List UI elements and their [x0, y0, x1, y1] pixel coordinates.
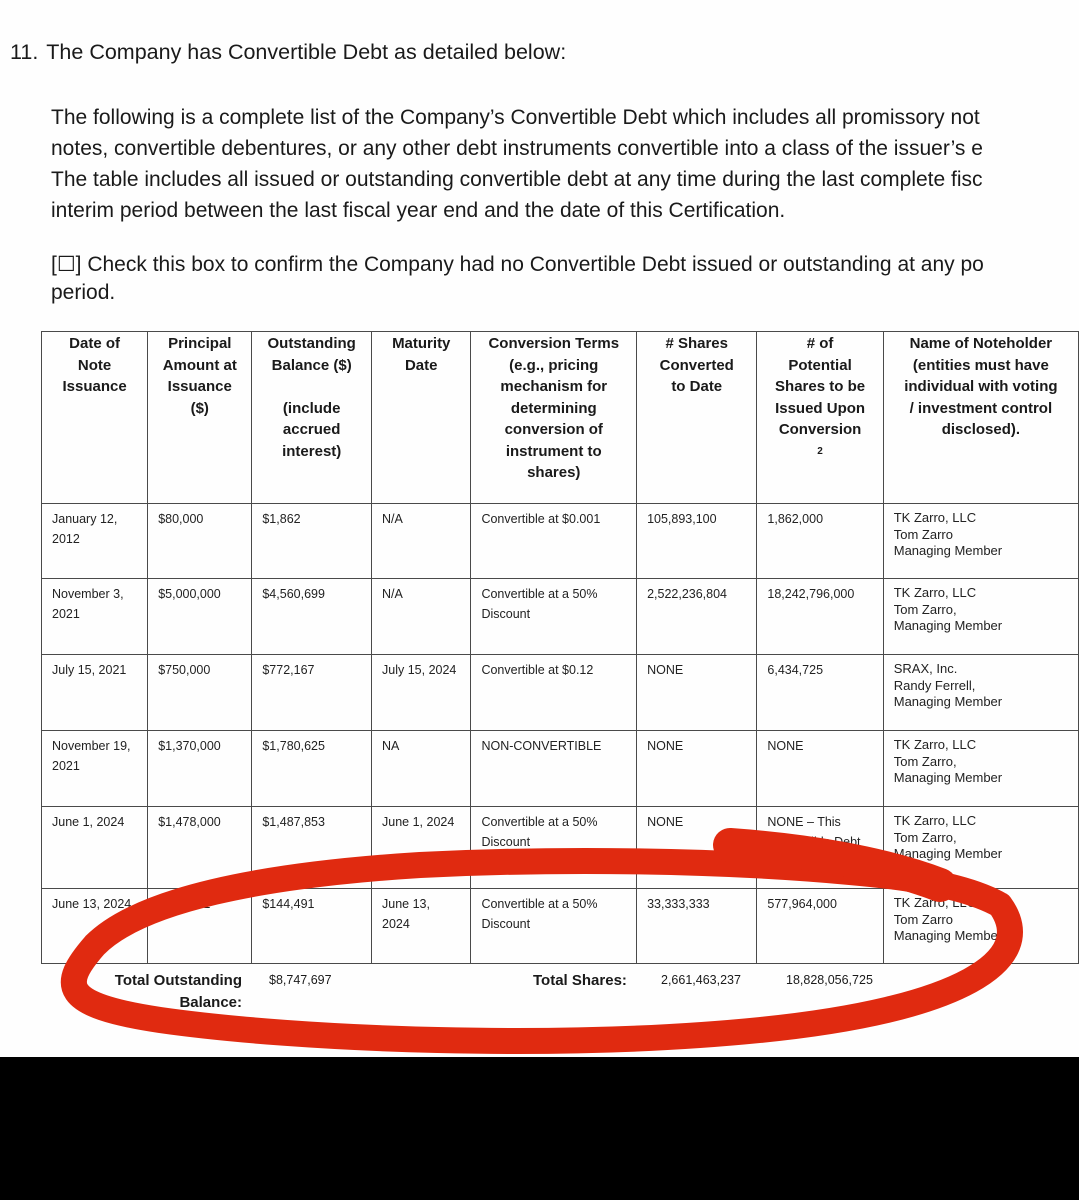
total-shares-converted: 2,661,463,237 [661, 973, 741, 987]
converted-cell: NONE [637, 807, 757, 889]
noteholder-cell: SRAX, Inc. Randy Ferrell, Managing Member [883, 655, 1078, 731]
issuance-date-cell: June 1, 2024 [42, 807, 148, 889]
no-debt-confirmation [51, 251, 984, 307]
paragraph-line: interim period between the last fiscal year end and the date of this Certification. [51, 199, 786, 222]
balance-cell: $1,780,625 [252, 731, 372, 807]
total-shares-label: Total Shares: [533, 972, 627, 989]
noteholder-cell: TK Zarro, LLC Tom Zarro, Managing Member [883, 807, 1078, 889]
converted-cell: NONE [637, 731, 757, 807]
maturity-cell: N/A [372, 504, 471, 579]
noteholder-cell: TK Zarro, LLC Tom Zarro, Managing Member [883, 731, 1078, 807]
converted-cell: NONE [637, 655, 757, 731]
balance-cell: $1,862 [252, 504, 372, 579]
terms-cell: Convertible at a 50% Discount [471, 889, 637, 964]
issuance-date-cell: November 19, 2021 [42, 731, 148, 807]
maturity-cell: June 13, 2024 [372, 889, 471, 964]
balance-cell: $1,487,853 [252, 807, 372, 889]
header-potential-shares: # of Potential Shares to be Issued Upon Conversion $^2$ [757, 332, 883, 504]
description-paragraph [51, 102, 983, 226]
header-noteholder-name: Name of Noteholder (entities must have individual with voting / investment control disclosed). [883, 332, 1078, 504]
issuance-date-cell: January 12, 2012 [42, 504, 148, 579]
issuance-date-cell: November 3, 2021 [42, 579, 148, 655]
terms-cell: Convertible at $0.12 [471, 655, 637, 731]
principal-cell: $1,370,000 [148, 731, 252, 807]
section-title: The Company has Convertible Debt as detailed below: [46, 40, 567, 64]
noteholder-cell: TK Zarro, LLC Tom Zarro Managing Member [883, 889, 1078, 964]
footnote-marker: 2 [817, 445, 823, 457]
maturity-cell: NA [372, 731, 471, 807]
table-row [42, 731, 1079, 807]
principal-cell: $750,000 [148, 655, 252, 731]
potential-cell: 18,242,796,000 [757, 579, 883, 655]
redaction-bar [0, 1057, 1079, 1200]
terms-cell: Convertible at $0.001 [471, 504, 637, 579]
converted-cell: 2,522,236,804 [637, 579, 757, 655]
maturity-cell: July 15, 2024 [372, 655, 471, 731]
header-date-of-issuance: Date of Note Issuance [42, 332, 148, 504]
potential-cell: NONE – This Convertible Debt [757, 807, 883, 889]
principal-cell: $194,491 [148, 889, 252, 964]
principal-cell: $5,000,000 [148, 579, 252, 655]
header-maturity-date: Maturity Date [372, 332, 471, 504]
convertible-debt-table [41, 331, 1079, 964]
table-row [42, 889, 1079, 964]
noteholder-cell: TK Zarro, LLC Tom Zarro Managing Member [883, 504, 1078, 579]
checkbox-label: Check this box to confirm the Company had no Convertible Debt issued or outstanding at any po [81, 253, 984, 276]
balance-cell: $4,560,699 [252, 579, 372, 655]
principal-cell: $1,478,000 [148, 807, 252, 889]
paragraph-line: notes, convertible debentures, or any other debt instruments convertible into a class of the issuer’s e [51, 137, 983, 160]
balance-cell: $772,167 [252, 655, 372, 731]
maturity-cell: June 1, 2024 [372, 807, 471, 889]
issuance-date-cell: July 15, 2021 [42, 655, 148, 731]
table-row [42, 504, 1079, 579]
table-row [42, 579, 1079, 655]
potential-cell: 577,964,000 [757, 889, 883, 964]
total-shares-potential: 18,828,056,725 [786, 973, 873, 987]
paragraph-line: The table includes all issued or outstanding convertible debt at any time during the last complete fisc [51, 168, 983, 191]
header-conversion-terms: Conversion Terms (e.g., pricing mechanism for determining conversion of instrument to shares) [471, 332, 637, 504]
noteholder-cell: TK Zarro, LLC Tom Zarro, Managing Member [883, 579, 1078, 655]
header-principal-amount: Principal Amount at Issuance ($) [148, 332, 252, 504]
terms-cell: Convertible at a 50% Discount [471, 807, 637, 889]
potential-cell: 6,434,725 [757, 655, 883, 731]
checkbox-label-continued: period. [51, 281, 116, 304]
total-balance-value: $8,747,697 [269, 973, 332, 987]
potential-cell: NONE [757, 731, 883, 807]
converted-cell: 33,333,333 [637, 889, 757, 964]
issuance-date-cell: June 13, 2024 [42, 889, 148, 964]
table-row [42, 807, 1079, 889]
checkbox-icon[interactable]: [☐] [51, 253, 82, 276]
section-number: 11. [10, 40, 39, 64]
table-header-row [42, 332, 1079, 504]
terms-cell: NON-CONVERTIBLE [471, 731, 637, 807]
principal-cell: $80,000 [148, 504, 252, 579]
table-row [42, 655, 1079, 731]
maturity-cell: N/A [372, 579, 471, 655]
terms-cell: Convertible at a 50% Discount [471, 579, 637, 655]
paragraph-line: The following is a complete list of the Company’s Convertible Debt which includes all promissory not [51, 106, 980, 129]
header-shares-converted: # Shares Converted to Date [637, 332, 757, 504]
header-outstanding-balance: Outstanding Balance ($) (include accrued interest) [252, 332, 372, 504]
potential-cell: 1,862,000 [757, 504, 883, 579]
section-heading [10, 40, 566, 65]
balance-cell: $144,491 [252, 889, 372, 964]
total-balance-label: Total Outstanding Balance: [114, 972, 242, 1011]
converted-cell: 105,893,100 [637, 504, 757, 579]
